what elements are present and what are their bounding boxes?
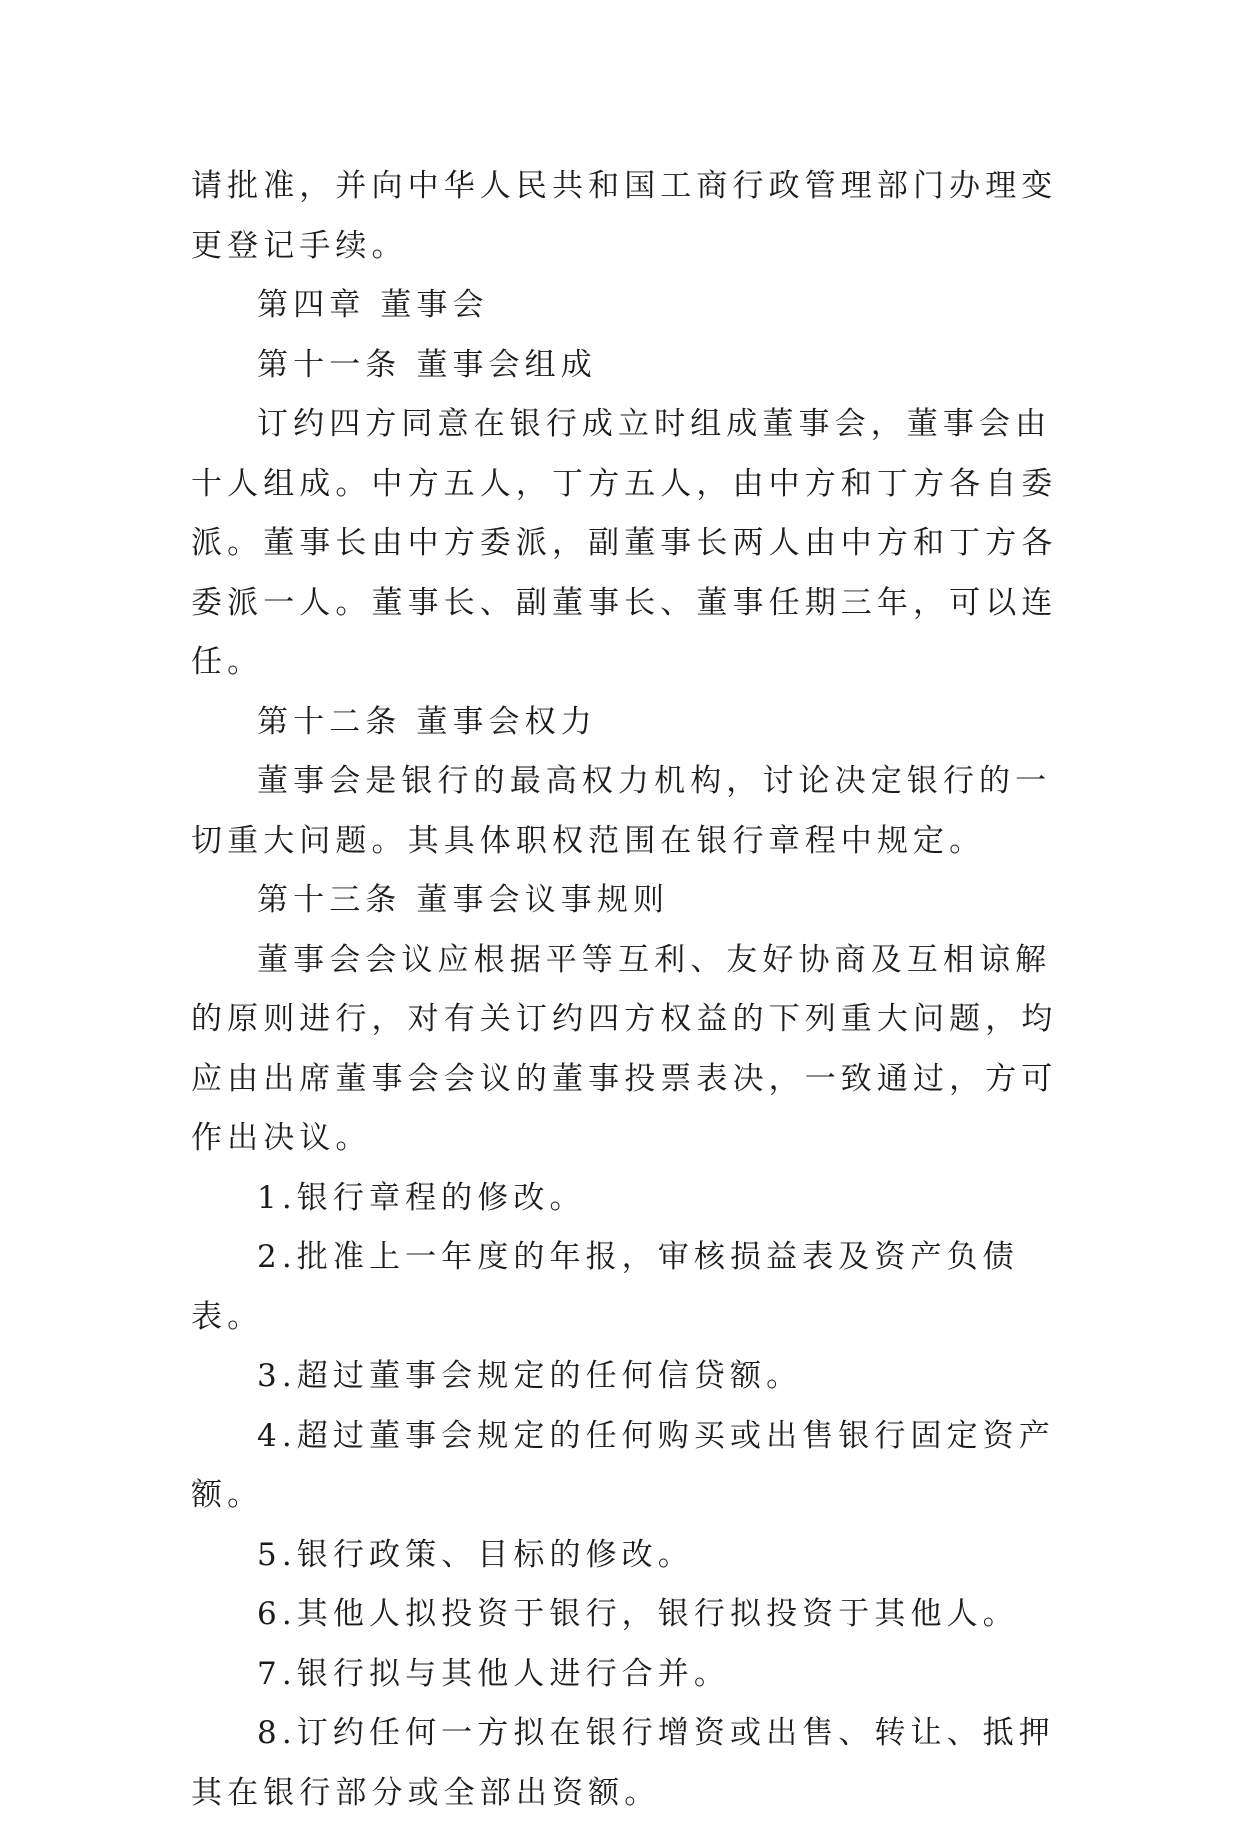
article-body-12: 董事会是银行的最高权力机构，讨论决定银行的一切重大问题。其具体职权范围在银行章程中规定。 <box>191 763 1052 859</box>
list-item: 5.银行政策、目标的修改。 <box>257 1536 694 1573</box>
list-item: 3.超过董事会规定的任何信贷额。 <box>257 1358 803 1394</box>
article-heading-12: 第十二条 董事会权力 <box>257 703 597 740</box>
list-item: 7.银行拟与其他人进行合并。 <box>257 1655 730 1692</box>
list-item: 1.银行章程的修改。 <box>257 1179 586 1216</box>
list-item: 8.订约任何一方拟在银行增资或出售、转让、抵押其在银行部分或全部出资额。 <box>191 1715 1055 1811</box>
list-item: 6.其他人拟投资于银行，银行拟投资于其他人。 <box>257 1596 1019 1632</box>
paragraph-continuation: 请批准，并向中华人民共和国工商行政管理部门办理变更登记手续。 <box>191 168 1058 264</box>
article-body-13: 董事会会议应根据平等互利、友好协商及互相谅解的原则进行，对有关订约四方权益的下列重大问题，均应由出席董事会会议的董事投票表决，一致通过，方可作出决议。 <box>191 941 1058 1156</box>
document-body <box>191 157 1071 1823</box>
article-heading-13: 第十三条 董事会议事规则 <box>257 882 670 918</box>
list-item: 4.超过董事会规定的任何购买或出售银行固定资产额。 <box>191 1417 1055 1513</box>
article-heading-11: 第十一条 董事会组成 <box>257 346 597 383</box>
article-body-11: 订约四方同意在银行成立时组成董事会，董事会由十人组成。中方五人，丁方五人，由中方和丁方各自委派。董事长由中方委派，副董事长两人由中方和丁方各委派一人。董事长、副董事长、董事任期三年，可以连任。 <box>191 406 1058 680</box>
chapter-heading: 第四章 董事会 <box>257 287 489 323</box>
list-item: 2.批准上一年度的年报，审核损益表及资产负债表。 <box>191 1239 1019 1335</box>
